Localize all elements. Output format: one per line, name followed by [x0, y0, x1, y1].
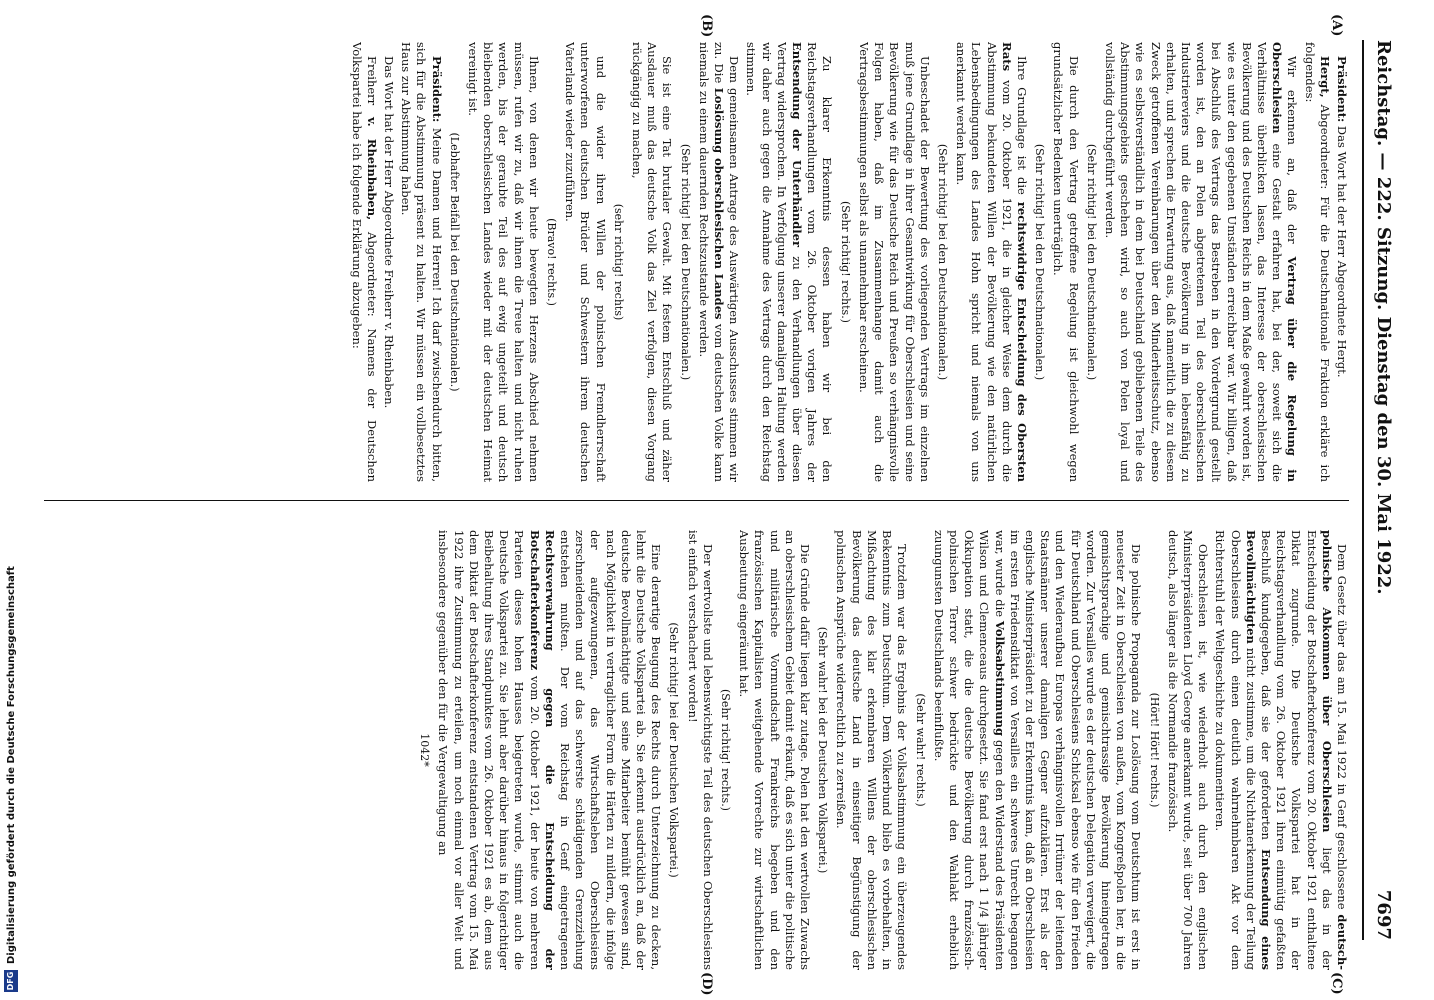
- margin-marker-c: (C): [1329, 972, 1344, 995]
- page-number: 7697: [1373, 889, 1395, 940]
- left-paragraph: Ihnen, von denen wir heute bewegten Herzens Abschied nehmen müssen, rufen wir zu, daß wir ihnen die Treue halten und nicht ruhen werden, bis der geraubte Teil des auf ewig ungeteilt und deutsch bleibenden oberschlesischen Landes wieder mit der deutschen Heimat vereinigt ist.: [466, 42, 541, 482]
- funding-note-text: Digitalisierung gefördert durch die Deutsche Forschungsgemeinschaft: [5, 566, 17, 964]
- left-interjection: (Sehr richtig! bei den Deutschnationalen.): [1084, 143, 1098, 381]
- left-interjection: (Sehr richtig! rechts.): [838, 201, 852, 323]
- right-paragraph: Eine derartige Beugung des Rechts durch Unterzeichnung zu decken, lehnt die Deutsche Volkspartei ab. Sie erkennt ausdrücklich an, daß der deutsche Bevollmächtigte und seine Mitarbeiter bemüht gewesen sind, nach Möglichkeit in vertraglicher Form die Härten zu mildern, die infolge der aufgezwungenen, das Wirtschaftsleben Oberschlesiens zerschneidenden und auf das schwerste schädigenden Grenzziehung entstehen mußten. Der vom Reichstag in Genf eingetragenen Rechtsverwahrung gegen die Entscheidung der Botschafterkonferenz vom 20. Oktober 1921, der heute von mehreren Parteien dieses hohen Hauses beigetreten wurde, stimmt auch die Deutsche Volkspartei zu. Sie lehnt aber darüber hinaus in folgerichtiger Beibehaltung ihres Standpunktes vom 26. Oktober 1921 es ab, dem aus dem Diktat der Botschafterkonferenz entstandenen Vertrag vom 15. Mai 1922 ihre Zustimmung zu erteilen, um noch einmal vor aller Welt und insbesondere gegenüber den für die Vergewaltigung an: [436, 530, 664, 970]
- left-paragraph: Das Wort hat der Herr Abgeordnete Freiherr v. Rheinbaben.: [382, 56, 397, 409]
- column-divider: [44, 500, 1349, 501]
- right-paragraph: Die polnische Propaganda zur Loslösung vom Deutschtum ist erst in neuester Zeit in Oberschlesien von außen, vom Kongreßpolen her, in die gemischtsprachige und gemischtrassige Bevölkerung hineingetragen worden. Zur Versailles wurde es der deutschen Delegation verweigert, die für Deutschland und Oberschlesiens Schicksal ebenso wie für den Frieden und den Wiederaufbau Europas verhängnisvollen Irrtümer der leitenden Staatsmänner unserer damaligen Gegner aufzuklären. Erst als der englische Ministerpräsident zu der Erkenntnis kam, daß an Oberschlesien im ersten Friedensdiktat von Versailles ein schweres Unrecht begangen war, wurde die Volksabstimmung gegen den Widerstand des Präsidenten Wilson und Clemenceaus durchgesetzt. Sie fand erst nach 1 1/4 jähriger Okkupation statt, die die deutsche Bevölkerung durch französisch-polnischen Terror schwer bedrückte und den Wahlakt erheblich zuungunsten Deutschlands beeinflußte.: [931, 530, 1144, 970]
- dfg-logo-icon: DFG: [4, 970, 18, 992]
- left-paragraph: Sie ist eine Tat brutaler Gewalt. Mit festem Entschluß und zäher Ausdauer muß das deutsche Volk das Ziel verfolgen, diesen Vorgang rückgängig zu machen,: [630, 42, 675, 482]
- margin-marker-d: (D): [699, 972, 714, 996]
- header-title: Reichstag. — 222. Sitzung. Dienstag den 30. Mai 1922.: [1373, 40, 1395, 595]
- funding-note: [4, 566, 18, 992]
- right-paragraph: Dem Gesetz über das am 15. Mai 1922 in Genf geschlossene deutsch-polnische Abkommen über Oberschlesien liegt das in der Entscheidung der Botschafterkonferenz vom 20. Oktober 1921 enthaltene Diktat zugrunde. Die Deutsche Volkspartei hat in der Reichstagsverhandlung vom 26. Oktober 1921 ihren einmütig gefaßten Beschluß kundgegeben, daß sie der geforderten Entsendung eines Bevollmächtigten nicht zustimme, um die Nichtanerkennung der Teilung Oberschlesiens durch einen deutlich wahrnehmbaren Akt vor dem Richterstuhl der Weltgeschichte zu dokumentieren.: [1213, 530, 1349, 970]
- right-interjection: (Sehr richtig! bei der Deutschen Volkspartei.): [667, 622, 681, 878]
- right-paragraph: Oberschlesien ist, wie wiederholt auch durch den englischen Ministerpräsidenten Lloyd George anerkannt wurde, seit über 700 Jahren deutsch, also länger als die Normandie französisch.: [1165, 530, 1211, 970]
- left-paragraph: Die durch den Vertrag getroffene Regelung ist gleichwohl wegen grundsätzlicher Bedenken unerträglich.: [1051, 42, 1081, 482]
- margin-marker-a: (A): [1329, 14, 1344, 37]
- margin-marker-b: (B): [699, 14, 714, 38]
- left-paragraph: und die wider ihren Willen der polnischen Fremdherrschaft unterworfenen deutschen Brüder und Schwestern ihrem deutschen Vaterlande wieder zuzuführen.: [563, 42, 608, 482]
- left-interjection: (Lebhafter Beifall bei den Deutschnationalen.): [447, 132, 461, 392]
- right-paragraph: Der wertvollste und lebenswichtigste Teil des deutschen Oberschlesiens ist einfach verschachert worden!: [685, 530, 715, 970]
- left-interjection: (Sehr richtig! bei den Deutschnationalen.): [935, 143, 949, 381]
- left-paragraph: Zu klarer Erkenntnis dessen haben wir bei den Reichstagsverhandlungen vom 26. Oktober vorigen Jahres der Entsendung der Unterhändler zu den Verhandlungen über diesen Vertrag widersprochen. In Verfolgung unserer damaligen Haltung werden wir daher auch gegen die Annahme des Vertrags durch den Reichstag stimmen.: [744, 42, 835, 482]
- left-paragraph: Präsident: Meine Damen und Herren! Ich darf zwischendurch bitten, sich für die Abstimmung präsent zu halten. Wir müssen ein vollbesetztes Haus zur Abstimmung haben.: [399, 42, 444, 482]
- page-header: [1362, 40, 1404, 940]
- right-interjection: (Hört! Hört! rechts.): [1147, 692, 1161, 808]
- left-interjection: (sehr richtig! rechts): [611, 203, 625, 321]
- left-paragraph: Unbeschadet der Bewertung des vorliegenden Vertrags im einzelnen muß jene Grundlage in ihrer Gesamtwirkung für Oberschlesien und seine Bevölkerung wie für das Deutsche Reich und Preußen so verhängnisvolle Folgen haben, daß im Zusammenhange damit auch die Vertragsbestimmungen selbst als unannehmbar erscheinen.: [856, 42, 932, 482]
- left-paragraph: Präsident: Das Wort hat der Herr Abgeordnete Hergt.: [1335, 56, 1349, 378]
- left-paragraph: Freiherr v. Rheinbaben, Abgeordneter: Namens der Deutschen Volkspartei habe ich folgende Erklärung abzugeben:: [349, 42, 379, 482]
- left-interjection: (Bravo! rechts.): [545, 218, 559, 306]
- left-paragraph: Ihre Grundlage ist die rechtswidrige Entscheidung des Obersten Rats vom 20. Oktober 1921, die in gleicher Weise dem durch die Abstimmung bekundeten Willen der Bevölkerung wie den natürlichen Lebensbedingungen des Landes Hohn spricht und niemals von uns anerkannt werden kann.: [954, 42, 1029, 482]
- right-paragraph: Trotzdem war das Ergebnis der Volksabstimmung ein überzeugendes Bekenntnis zum Deutschtum. Dem Völkerbund blieb es vorbehalten, in Mißachtung des klar erkennbaren Willens der oberschlesischen Bevölkerung das deutsche Land in einseitiger Begünstigung der polnischen Ansprüche widerrechtlich zu zerreißen.: [834, 530, 910, 970]
- right-interjection: (Sehr wahr! bei der Deutschen Volkspartei.): [816, 626, 830, 874]
- left-paragraph: Dem gemeinsamen Antrage des Auswärtigen Ausschusses stimmen wir zu. Die Loslösung oberschlesischen Landes vom deutschen Volke kann niemals zu einem dauernden Rechtszustande werden.: [696, 42, 742, 482]
- right-text-column: [49, 530, 1349, 970]
- right-interjection: (Sehr richtig! rechts.): [719, 689, 733, 811]
- left-text-column: [49, 42, 1349, 482]
- left-interjection: (Sehr richtig! bei den Deutschnationalen.): [1033, 143, 1047, 381]
- left-paragraph: Hergt, Abgeordneter: Für die Deutschnationale Fraktion erkläre ich folgendes:: [1302, 42, 1332, 482]
- right-paragraph: Die Gründe dafür liegen klar zutage. Polen hat den wertvollen Zuwachs an oberschlesischem Gebiet damit erkauft, daß es sich unter die politische und militärische Vormundschaft Frankreichs begeben und den französischen Kapitalisten weitgehende Vorrechte zur wirtschaftlichen Ausbeutung eingeräumt hat.: [737, 530, 813, 970]
- left-interjection: (Sehr richtig! bei den Deutschnationalen.): [678, 143, 692, 381]
- right-interjection: 1042*: [418, 733, 432, 767]
- left-paragraph: Wir erkennen an, daß der Vertrag über die Regelung in Oberschlesien eine Gestalt erfahren hat, bei der, soweit sich die Verhältnisse überblicken lassen, das Interesse der oberschlesischen Bevölkerung und des Deutschen Reichs in dem Maße gewahrt worden ist, wie es unter den gegebenen Umständen erreichbar war. Wir billigen, daß bei Abschluß des Vertrags das Bestreben in den Vordergrund gestellt worden ist, den an Polen abgetretenen Teil des oberschlesischen Industriereviers und die deutsche Bevölkerung in ihm lebensfähig zu erhalten, und sprechen die Erwartung aus, daß namentlich die zu diesem Zweck getroffenen Vereinbarungen über den Minderheitsschutz, ebenso wie es selbstverständlich in dem bei Deutschland gebliebenen Teile des Abstimmungsgebiets geschehen wird, so auch von Polen loyal und vollständig durchgeführt werden.: [1102, 42, 1300, 482]
- right-interjection: (Sehr wahr! rechts.): [913, 693, 927, 807]
